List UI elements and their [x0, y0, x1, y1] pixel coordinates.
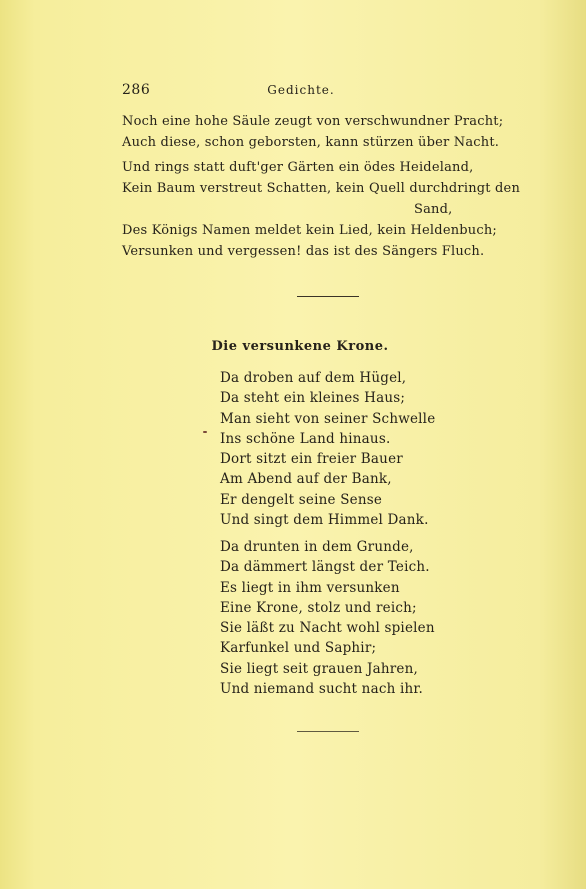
verse-line: Und rings statt duft'ger Gärten ein ödes Heideland, [122, 160, 474, 175]
stanza-line: Eine Krone, stolz und reich; [220, 599, 417, 616]
stanza-line: Am Abend auf der Bank, [220, 471, 392, 488]
stanza-line: Sie liegt seit grauen Jahren, [220, 660, 418, 677]
page-header [122, 82, 480, 102]
stanza-line: Karfunkel und Saphir; [220, 640, 377, 657]
verse-line: Noch eine hohe Säule zeugt von verschwundner Pracht; [122, 114, 504, 129]
stanza-line: Da dämmert längst der Teich. [220, 559, 430, 576]
stanza-line: Es liegt in ihm versunken [220, 579, 400, 596]
verse-line: Versunken und vergessen! das ist des Sängers Fluch. [122, 244, 485, 259]
stanza-1 [220, 368, 435, 530]
stanza-2 [220, 537, 435, 699]
page-number: 286 [122, 82, 151, 98]
verse-line-turnover: Sand, [414, 202, 453, 217]
stanza-line: Da drunten in dem Grunde, [220, 539, 414, 555]
verse-line: Des Königs Namen meldet kein Lied, kein Heldenbuch; [122, 223, 498, 238]
stanza-line: Dort sitzt ein freier Bauer [220, 451, 403, 468]
stanza-line: Sie läßt zu Nacht wohl spielen [220, 620, 435, 637]
end-divider [297, 731, 359, 732]
verse-line: Kein Baum verstreut Schatten, kein Quell durchdringt den [122, 181, 521, 196]
verse-block-1 [122, 111, 532, 153]
verse-block-2 [122, 157, 532, 262]
stanza-line: Und niemand sucht nach ihr. [220, 681, 424, 698]
stanza-line: Da steht ein kleines Haus; [220, 390, 406, 407]
stanza-line: Er dengelt seine Sense [220, 491, 383, 508]
stanza-line: Ins schöne Land hinaus. [220, 430, 391, 447]
stanza-line: Man sieht von seiner Schwelle [220, 410, 436, 427]
ink-speck [203, 431, 207, 433]
stanza-line: Da droben auf dem Hügel, [220, 370, 407, 386]
section-divider [297, 296, 359, 297]
verse-line: Auch diese, schon geborsten, kann stürzen über Nacht. [122, 135, 500, 150]
poem-title: Die versunkene Krone. [211, 339, 389, 354]
stanza-line: Und singt dem Himmel Dank. [220, 512, 429, 529]
running-head: Gedichte. [267, 83, 335, 97]
